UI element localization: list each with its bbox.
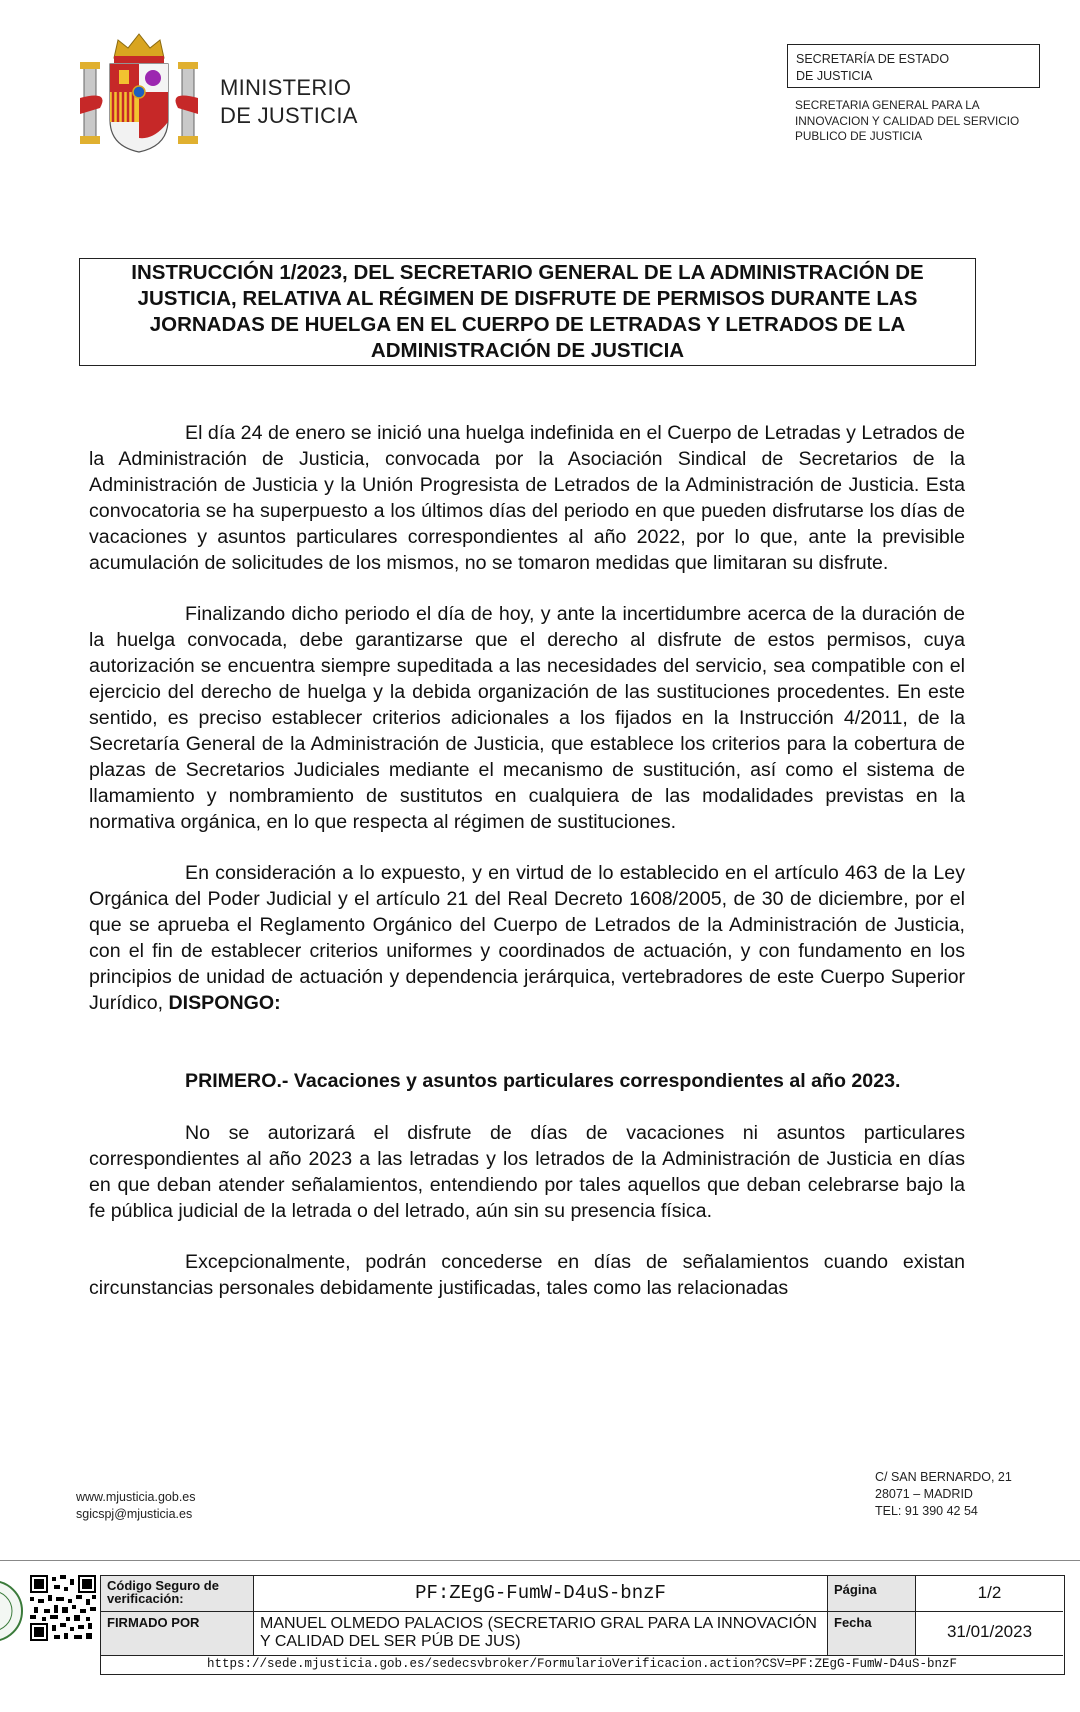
footer-email-link[interactable]: sgicspj@mjusticia.es bbox=[76, 1507, 193, 1521]
csv-value: PF:ZEgG-FumW-D4uS-bnzF bbox=[254, 1576, 828, 1612]
dispongo-label: DISPONGO: bbox=[168, 992, 281, 1014]
verification-url-link[interactable]: https://sede.mjusticia.gob.es/sedecsvbroker/FormularioVerificacion.action?CSV=PF:ZEgG-FumW-D4uS-bnzF bbox=[206, 1657, 958, 1671]
digital-seal-icon bbox=[0, 1573, 24, 1649]
signed-by-label: FIRMADO POR bbox=[101, 1612, 254, 1656]
secgen-line-1: SECRETARIA GENERAL PARA LA bbox=[795, 98, 980, 112]
qr-code-icon bbox=[30, 1575, 96, 1641]
paragraph-5: Excepcionalmente, podrán concederse en días de señalamientos cuando existan circunstancias personales debidamente justificadas, tales como las relacionadas bbox=[89, 1251, 965, 1299]
csv-label: Código Seguro de verificación: bbox=[101, 1576, 254, 1612]
state-box-line-2: DE JUSTICIA bbox=[796, 69, 873, 83]
document-title: INSTRUCCIÓN 1/2023, DEL SECRETARIO GENERAL DE LA ADMINISTRACIÓN DE JUSTICIA, RELATIVA AL RÉGIMEN DE DISFRUTE DE PERMISOS DURANTE LAS JORNADAS DE HUELGA EN EL CUERPO DE LETRADAS Y LETRADOS DE LA ADMINISTRACIÓN DE JUSTICIA bbox=[131, 261, 924, 362]
section-primero-heading: PRIMERO.- Vacaciones y asuntos particulares correspondientes al año 2023. bbox=[185, 1070, 901, 1092]
footer-address-line-2: 28071 – MADRID bbox=[875, 1487, 973, 1501]
footer-address bbox=[875, 1469, 1012, 1520]
document-title-box bbox=[79, 258, 976, 366]
state-box-line-1: SECRETARÍA DE ESTADO bbox=[796, 52, 950, 66]
page-value: 1/2 bbox=[916, 1576, 1063, 1612]
secretaria-general-label bbox=[795, 98, 1065, 145]
coat-of-arms-logo bbox=[80, 28, 198, 156]
verification-separator bbox=[0, 1560, 1080, 1561]
paragraph-3-text: En consideración a lo expuesto, y en virtud de lo establecido en el artículo 463 de la Ley Orgánica del Poder Judicial y el artículo 21 del Real Decreto 1608/2005, de 30 de diciembre, por el que se aprueba el Reglamento Orgánico del Cuerpo de Letrados de la Administración de Justicia, con el fin de establecer criterios uniformes y coordinados de actuación, y con fundamento en los principios de unidad de actuación y dependencia jerárquica, vertebradores de este Cuerpo Superior Jurídico, bbox=[89, 862, 965, 1014]
document-body bbox=[89, 420, 965, 1326]
footer-address-line-1: C/ SAN BERNARDO, 21 bbox=[875, 1470, 1012, 1484]
paragraph-1: El día 24 de enero se inició una huelga indefinida en el Cuerpo de Letradas y Letrados de la Administración de Justicia, convocada por la Asociación Sindical de Secretarios de la Administración de Justicia y la Unión Progresista de Letrados de la Administración de Justicia. Esta convocatoria se ha superpuesto a los últimos días del periodo en que pueden disfrutarse los días de vacaciones y asuntos particulares correspondientes al año 2022, por lo que, ante la previsible acumulación de solicitudes de los mismos, no se tomaron medidas que limitaran su disfrute. bbox=[89, 422, 965, 574]
paragraph-2: Finalizando dicho periodo el día de hoy, y ante la incertidumbre acerca de la duración de la huelga convocada, debe garantizarse que el derecho al disfrute de estos permisos, cuya autorización se encuentra siempre supeditada a las necesidades del servicio, sea compatible con el ejercicio del derecho de huelga y la debida organización de las sustituciones procedentes. En este sentido, es preciso establecer criterios adicionales a los fijados en la Instrucción 4/2011, de la Secretaría General de la Administración de Justicia, que establece los criterios para la cobertura de plazas de Secretarios Judiciales mediante el mecanismo de sustitución, así como el sistema de llamamiento y nombramiento de sustitutos en cualquiera de las modalidades previstas en la normativa orgánica, en lo que respecta al régimen de sustituciones. bbox=[89, 603, 965, 833]
paragraph-3 bbox=[89, 860, 965, 1016]
secgen-line-3: PUBLICO DE JUSTICIA bbox=[795, 129, 923, 143]
secgen-line-2: INNOVACION Y CALIDAD DEL SERVICIO bbox=[795, 113, 1020, 128]
signed-by-value: MANUEL OLMEDO PALACIOS (SECRETARIO GRAL PARA LA INNOVACIÓN Y CALIDAD DEL SER PÚB DE JUS) bbox=[254, 1612, 828, 1656]
paragraph-4: No se autorizará el disfrute de días de vacaciones ni asuntos particulares correspondientes al año 2023 a las letradas y los letrados de la Administración de Justicia en días en que deban atender señalamientos, entendiendo por tales aquellos que deban celebrarse bajo la fe pública judicial de la letrada o del letrado, aún sin su presencia física. bbox=[89, 1122, 965, 1222]
ministry-line-2: DE JUSTICIA bbox=[220, 103, 358, 128]
footer-contact bbox=[76, 1489, 196, 1523]
verification-table bbox=[100, 1575, 1065, 1675]
ministry-line-1: MINISTERIO bbox=[220, 75, 352, 100]
page-label: Página bbox=[828, 1576, 916, 1612]
ministry-name bbox=[220, 74, 358, 130]
secretaria-estado-box bbox=[787, 44, 1040, 88]
footer-website-link[interactable]: www.mjusticia.gob.es bbox=[76, 1490, 196, 1504]
date-value: 31/01/2023 bbox=[916, 1612, 1063, 1656]
date-label: Fecha bbox=[828, 1612, 916, 1656]
footer-phone: TEL: 91 390 42 54 bbox=[875, 1504, 978, 1518]
